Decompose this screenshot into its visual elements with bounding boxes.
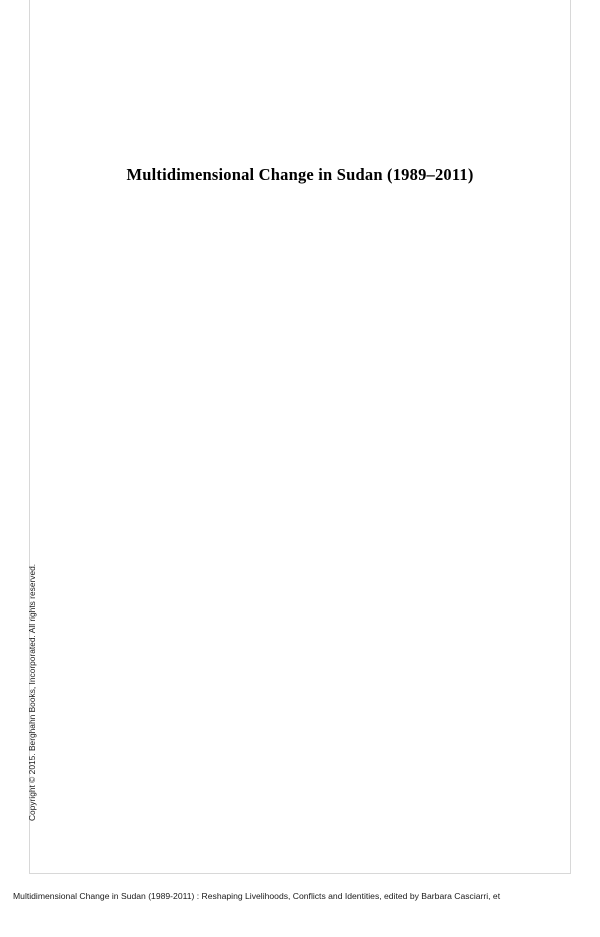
footer-citation: Multidimensional Change in Sudan (1989-2011) : Reshaping Livelihoods, Conflicts and Identities, edited by Barbara Casciarri, et	[13, 891, 501, 901]
copyright-notice: Copyright © 2015. Berghahn Books, Incorporated. All rights reserved.	[27, 563, 37, 821]
page-title: Multidimensional Change in Sudan (1989–2011)	[126, 165, 474, 184]
document-page	[29, 0, 571, 874]
